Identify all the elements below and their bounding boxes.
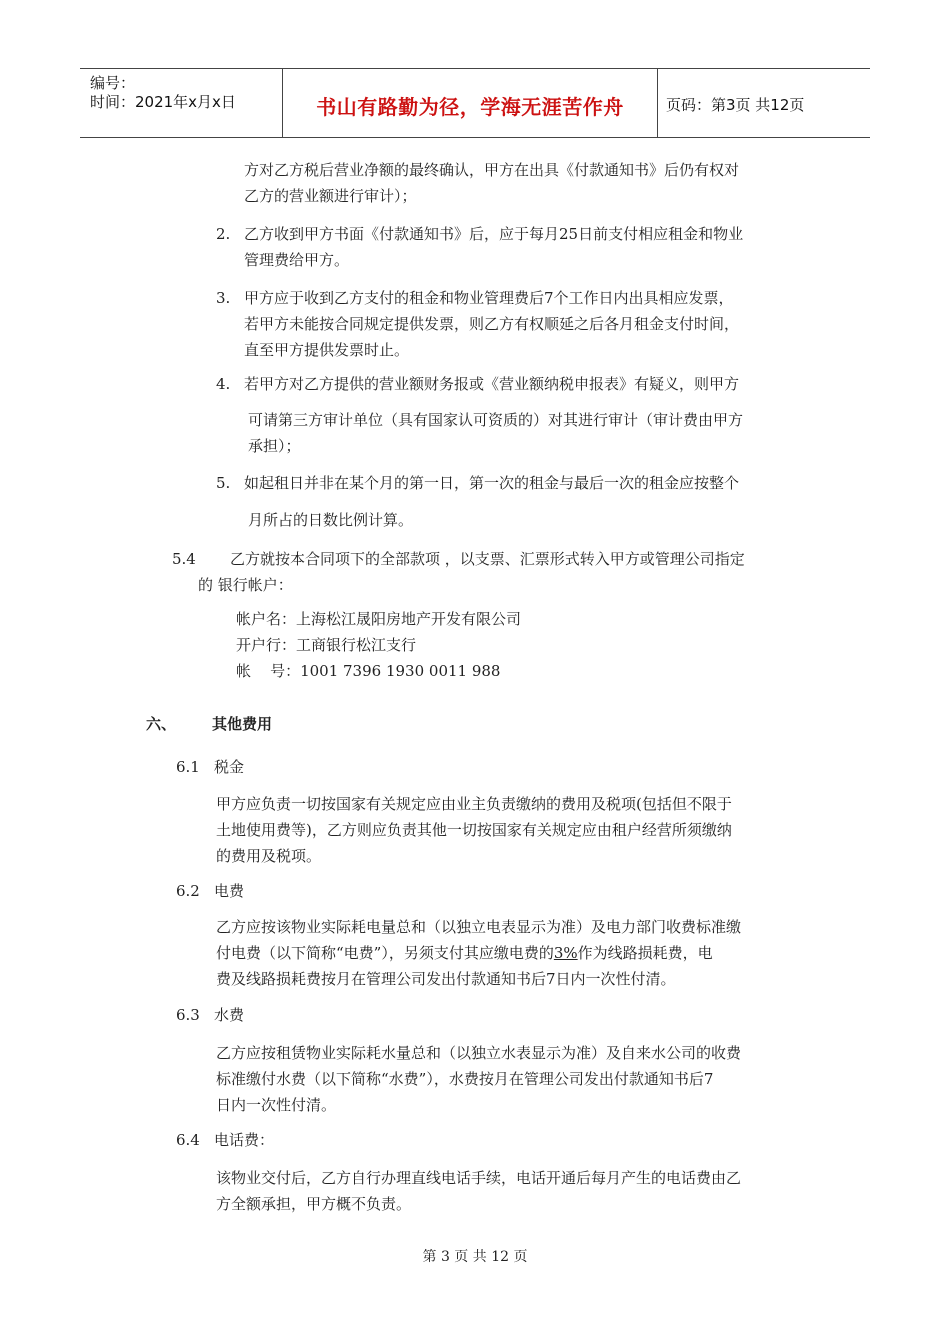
clause-text: 付电费（以下简称“电费”），另须支付其应缴电费的 bbox=[216, 944, 554, 962]
bank-name: 开户行：工商银行松江支行 bbox=[236, 636, 417, 654]
list-item-line: 直至甲方提供发票时止。 bbox=[244, 341, 410, 359]
header-page-info: 页码：第3页 共12页 bbox=[666, 96, 805, 114]
header-left-cell bbox=[80, 69, 283, 137]
clause-number: 5.4 bbox=[172, 550, 196, 568]
clause-text: 作为线路损耗费，电 bbox=[577, 944, 713, 962]
section-number: 六、 bbox=[146, 715, 177, 733]
clause-title: 电话费： bbox=[214, 1131, 275, 1149]
clause-line: 方全额承担，甲方概不负责。 bbox=[216, 1195, 412, 1213]
clause-line: 费及线路损耗费按月在管理公司发出付款通知书后7日内一次性付清。 bbox=[216, 970, 676, 988]
header-right-cell bbox=[658, 69, 870, 137]
document-number-label: 编号： bbox=[90, 74, 136, 92]
header-motto: 书山有路勤为径，学海无涯苦作舟 bbox=[316, 95, 624, 119]
section-title: 其他费用 bbox=[212, 715, 273, 733]
clause-line: 乙方就按本合同项下的全部款项 ，以支票、汇票形式转入甲方或管理公司指定 bbox=[230, 550, 745, 568]
list-item-number: 2. bbox=[216, 225, 231, 243]
list-item-line: 若甲方对乙方提供的营业额财务报或《营业额纳税申报表》有疑义，则甲方 bbox=[244, 375, 740, 393]
page-header bbox=[80, 68, 870, 138]
clause-line: 日内一次性付清。 bbox=[216, 1096, 337, 1114]
account-name: 帐户名：上海松江晟阳房地产开发有限公司 bbox=[236, 610, 522, 628]
clause-line: 的费用及税项。 bbox=[216, 847, 322, 865]
list-item-line: 若甲方未能按合同规定提供发票，则乙方有权顺延之后各月租金支付时间， bbox=[244, 315, 740, 333]
list-item-number: 4. bbox=[216, 375, 231, 393]
clause-title: 电费 bbox=[214, 882, 245, 900]
clause-line: 土地使用费等)，乙方则应负责其他一切按国家有关规定应由租户经营所须缴纳 bbox=[216, 821, 732, 839]
list-item-line: 如起租日并非在某个月的第一日，第一次的租金与最后一次的租金应按整个 bbox=[244, 474, 740, 492]
clause-line: 甲方应负责一切按国家有关规定应由业主负责缴纳的费用及税项(包括但不限于 bbox=[216, 795, 732, 813]
list-item-line: 月所占的日数比例计算。 bbox=[248, 511, 414, 529]
list-item-line: 甲方应于收到乙方支付的租金和物业管理费后7个工作日内出具相应发票， bbox=[244, 289, 734, 307]
account-number: 帐 号：1001 7396 1930 0011 988 bbox=[236, 662, 501, 680]
page-footer: 第 3 页 共 12 页 bbox=[422, 1249, 528, 1265]
clause-number: 6.4 bbox=[176, 1131, 200, 1149]
list-item-number: 5. bbox=[216, 474, 231, 492]
list-item-line: 承担）； bbox=[248, 437, 301, 455]
document-date-label: 时间：2021年x月x日 bbox=[90, 93, 236, 111]
clause-line: 的 银行帐户： bbox=[198, 576, 293, 594]
list-item-line: 乙方收到甲方书面《付款通知书》后，应于每月25日前支付相应租金和物业 bbox=[244, 225, 744, 243]
clause-title: 水费 bbox=[214, 1006, 245, 1024]
percentage-value: 3% bbox=[553, 944, 578, 962]
paragraph-line: 乙方的营业额进行审计）； bbox=[244, 187, 417, 205]
clause-number: 6.1 bbox=[176, 758, 200, 776]
list-item-line: 管理费给甲方。 bbox=[244, 251, 350, 269]
clause-line bbox=[216, 940, 713, 966]
clause-number: 6.3 bbox=[176, 1006, 200, 1024]
clause-line: 乙方应按该物业实际耗电量总和（以独立电表显示为准）及电力部门收费标准缴 bbox=[216, 918, 742, 936]
header-center-cell bbox=[283, 69, 658, 137]
clause-line: 标准缴付水费（以下简称“水费”），水费按月在管理公司发出付款通知书后7 bbox=[216, 1070, 714, 1088]
clause-number: 6.2 bbox=[176, 882, 200, 900]
list-item-number: 3. bbox=[216, 289, 231, 307]
clause-line: 乙方应按租赁物业实际耗水量总和（以独立水表显示为准）及自来水公司的收费 bbox=[216, 1044, 742, 1062]
clause-line: 该物业交付后，乙方自行办理直线电话手续，电话开通后每月产生的电话费由乙 bbox=[216, 1169, 742, 1187]
paragraph-line: 方对乙方税后营业净额的最终确认，甲方在出具《付款通知书》后仍有权对 bbox=[244, 161, 740, 179]
list-item-line: 可请第三方审计单位（具有国家认可资质的）对其进行审计（审计费由甲方 bbox=[248, 411, 744, 429]
clause-title: 税金 bbox=[214, 758, 245, 776]
